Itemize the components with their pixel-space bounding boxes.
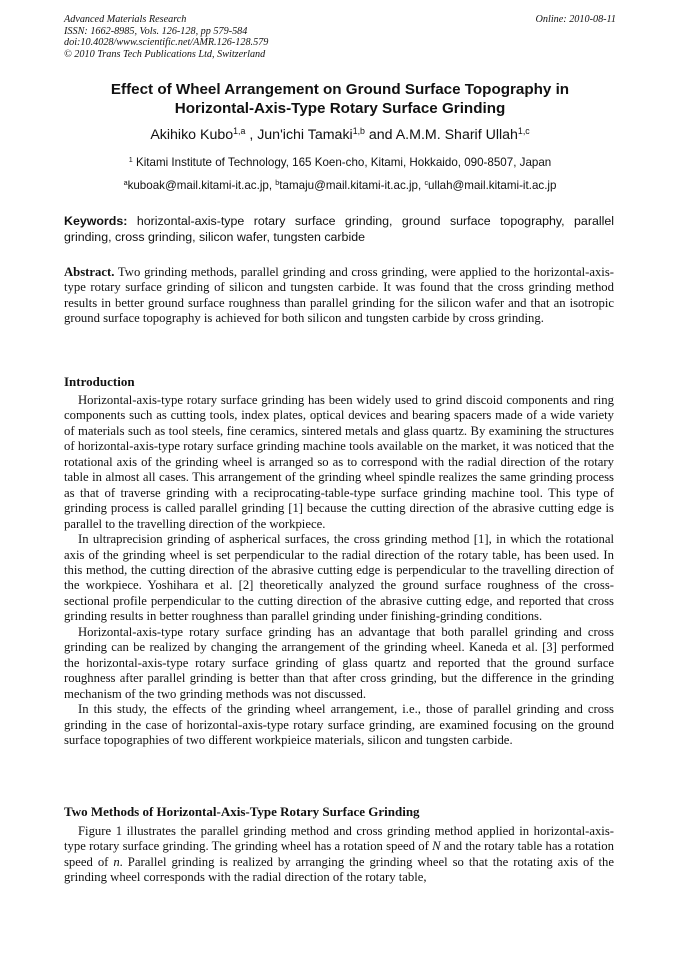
author-affiliation-mark: 1,c [517, 126, 530, 137]
author-affiliation-mark: 1,a [233, 126, 246, 137]
author-affiliation-mark: 1,b [352, 126, 365, 137]
abstract-text: Two grinding methods, parallel grinding and cross grinding, were applied to the horizontal-axis-type rotary surface grinding of silicon and tungsten carbide. It was found that the cross grinding method results in better ground surface roughness than parallel grinding for the silicon wafer and that an isotropic ground surface topography is achieved for both silicon and tungsten carbide by cross grinding. [64, 265, 614, 325]
abstract-label: Abstract. [64, 265, 115, 279]
email-link[interactable]: kuboak@mail.kitami-it.ac.jp [127, 179, 269, 192]
email-link[interactable]: tamaju@mail.kitami-it.ac.jp [279, 179, 418, 192]
author-separator: , [245, 127, 258, 143]
author-name: Jun'ichi Tamaki [257, 127, 353, 143]
running-header [64, 14, 616, 60]
affiliation-text: Kitami Institute of Technology, 165 Koen-cho, Kitami, Hokkaido, 090-8507, Japan [132, 156, 552, 169]
title-line-2: Horizontal-Axis-Type Rotary Surface Grinding [174, 100, 506, 117]
introduction-body [64, 393, 614, 748]
paragraph: In ultraprecision grinding of aspherical surfaces, the cross grinding method [1], in which the rotational axis of the grinding wheel is set perpendicular to the radial direction of the rotary table, has been used. In this method, the cutting direction of the abrasive cutting edge is perpendicular to the travelling direction of the workpiece. Yoshihara et al. [2] theoretically analyzed the ground surface roughness of the cross-sectional profile perpendicular to the cutting direction of the abrasive cutting edge, and reported that cross grinding results in better roughness than parallel grinding under finishing-grinding conditions. [64, 532, 614, 624]
email-mark: b [275, 178, 280, 188]
copyright-line: © 2010 Trans Tech Publications Ltd, Switzerland [64, 48, 266, 60]
author-list [64, 126, 616, 144]
affiliation [64, 155, 616, 170]
keywords-label: Keywords: [64, 214, 128, 228]
email-separator: , [418, 179, 425, 192]
keywords [64, 213, 614, 245]
issn-line: ISSN: 1662-8985, Vols. 126-128, pp 579-584 [64, 25, 248, 37]
text-run: and the rotary table has a rotation speed of [64, 839, 614, 869]
symbol-n: n [113, 854, 120, 869]
text-run: Figure 1 illustrates the parallel grinding method and cross grinding method applied in horizontal-axis-type rotary surface grinding. The grinding wheel has a rotation speed of [64, 824, 614, 854]
abstract [64, 265, 614, 326]
paper-title [64, 80, 616, 118]
title-line-1: Effect of Wheel Arrangement on Ground Surface Topography in [110, 81, 570, 98]
paragraph [64, 824, 614, 886]
paragraph: Horizontal-axis-type rotary surface grinding has been widely used to grind discoid components and ring components such as cutting tools, index plates, optical devices and bearing spacers made of a wide variety of materials such as tool steels, fine ceramics, sintered metals and glass quartz. By examining the structures of horizontal-axis-type rotary surface grinding machine tools available on the market, it was noticed that the rotational axis of the grinding wheel is arranged so as to correspond with the radial direction of the rotary table in almost all cases. This arrangement of the grinding wheel spindle realizes the same grinding process as that of traverse grinding with a reciprocating-table-type surface grinding machine tool. This type of grinding process is called parallel grinding [1] because the cutting direction of the abrasive cutting edge is parallel to the travelling direction of the workpiece. [64, 393, 614, 531]
symbol-N: N [432, 839, 441, 854]
journal-name: Advanced Materials Research [64, 14, 187, 25]
email-mark: c [424, 178, 429, 188]
email-link[interactable]: ullah@mail.kitami-it.ac.jp [428, 179, 557, 192]
author-separator: and [364, 127, 396, 143]
keywords-text: horizontal-axis-type rotary surface grinding, ground surface topography, parallel grinding, cross grinding, silicon wafer, tungsten carbide [64, 214, 614, 244]
doi-line: doi:10.4028/www.scientific.net/AMR.126-128.579 [64, 37, 269, 49]
author-name: Akihiko Kubo [150, 127, 234, 143]
email-mark: a [123, 178, 128, 188]
paragraph: In this study, the effects of the grinding wheel arrangement, i.e., those of parallel grinding and cross grinding in the case of horizontal-axis-type rotary surface grinding, are examined focusing on the ground surface topographies of two different workpieice materials, silicon and tungsten carbide. [64, 702, 614, 747]
email-separator: , [268, 179, 276, 192]
methods-body [64, 824, 614, 886]
affiliation-mark: 1 [128, 155, 133, 165]
online-date: Online: 2010-08-11 [535, 14, 616, 25]
email-list [64, 178, 616, 193]
section-heading-introduction: Introduction [64, 374, 135, 389]
author-name: A.M.M. Sharif Ullah [395, 127, 518, 143]
text-run: . Parallel grinding is realized by arranging the grinding wheel so that the rotating axis of the grinding wheel corresponds with the radial direction of the rotary table, [64, 854, 614, 885]
paragraph: Horizontal-axis-type rotary surface grinding has an advantage that both parallel grinding and cross grinding can be realized by changing the arrangement of the grinding wheel. Kaneda et al. [3] performed the horizontal-axis-type rotary surface grinding of glass quartz and reported that the ground surface roughness after parallel grinding is better than that after cross grinding, but the difference in the grinding mechanism of the two grinding methods was not discussed. [64, 624, 614, 701]
section-heading-two-methods: Two Methods of Horizontal-Axis-Type Rotary Surface Grinding [64, 804, 420, 819]
